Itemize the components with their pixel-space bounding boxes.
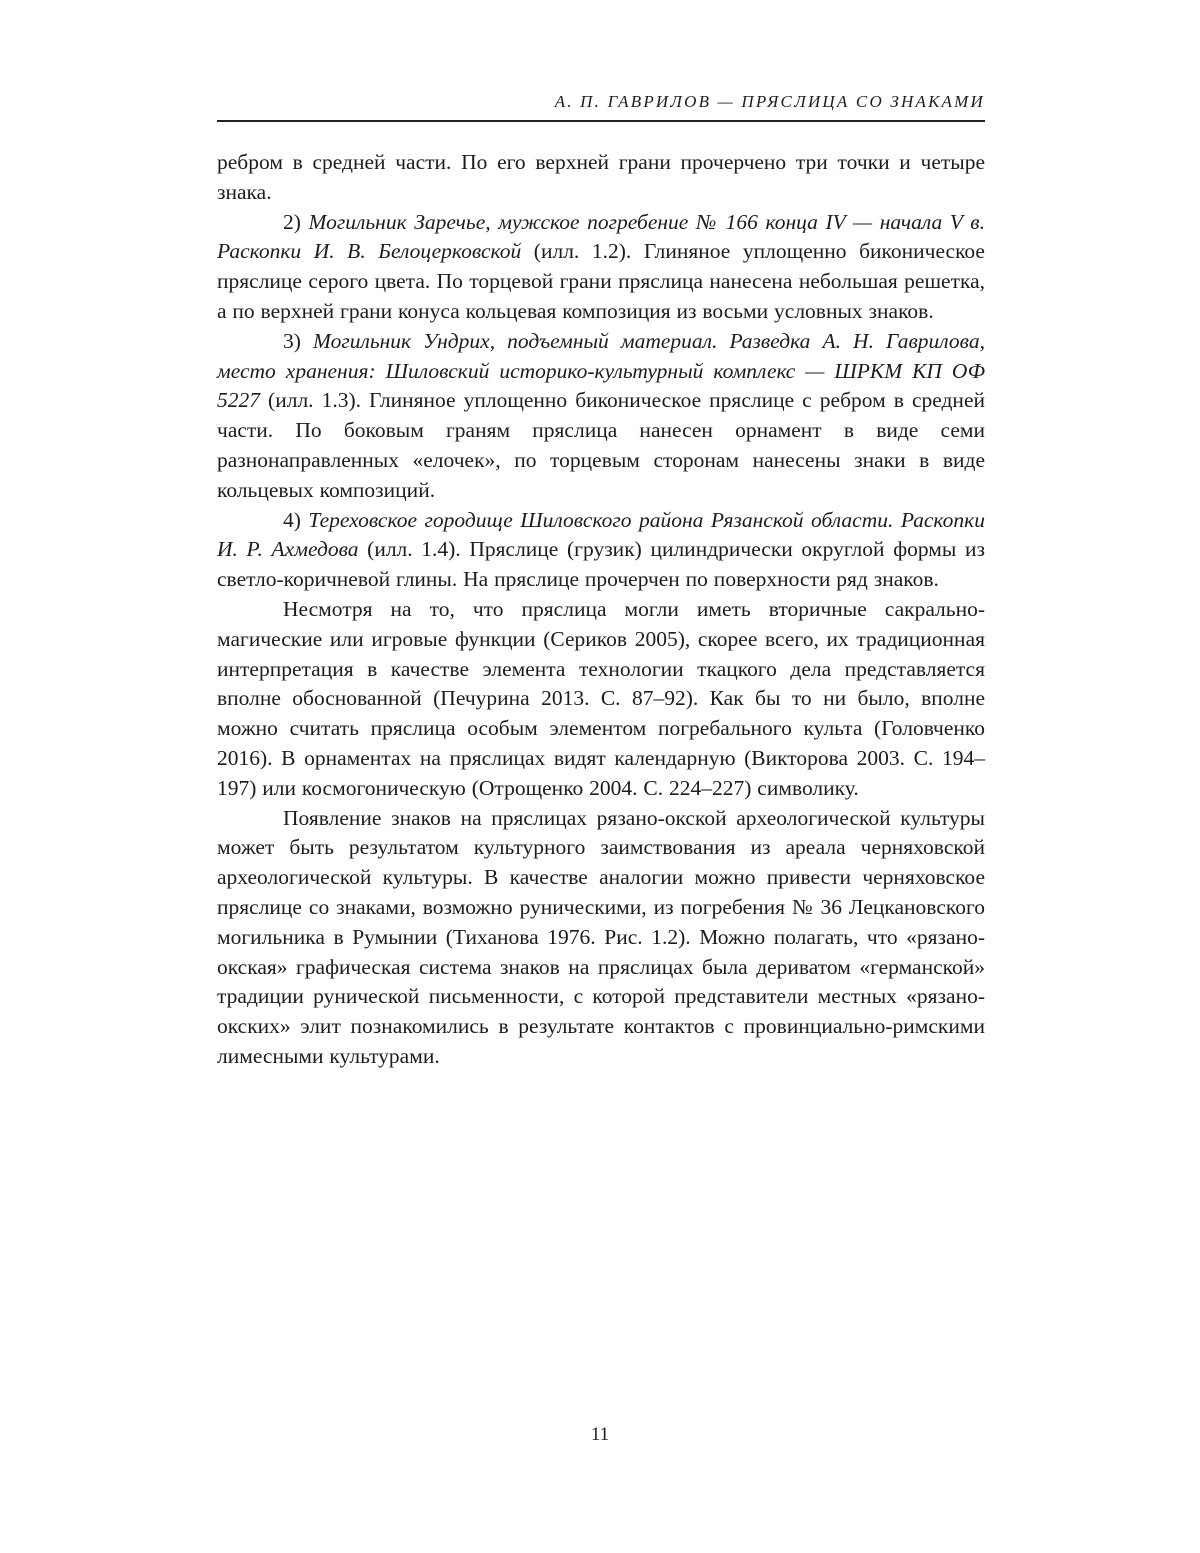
- text-run: 2): [283, 209, 309, 234]
- paragraph: [217, 595, 985, 804]
- text-run: 4): [283, 507, 309, 532]
- running-header: А. П. ГАВРИЛОВ — ПРЯСЛИЦА СО ЗНАКАМИ: [554, 92, 985, 111]
- paragraph: [217, 804, 985, 1072]
- paragraph: [217, 327, 985, 506]
- text-run-italic: Могильник Заречье, мужское погребение № 166 конца IV — начала V в. Раскопки И. В. Белоцерковской: [217, 209, 985, 264]
- text-run: (илл. 1.2). Глиняное уплощенно биконическое пряслице серого цвета. По торцевой грани пряслица нанесена небольшая решетка, а по верхней грани конуса кольцевая композиция из восьми условных знаков.: [217, 239, 985, 323]
- text-run: 3): [283, 328, 313, 353]
- header-rule: [217, 120, 985, 122]
- text-run-italic: Тереховское городище Шиловского района Рязанской области. Раскопки И. Р. Ахмедова: [217, 507, 985, 562]
- text-run: Появление знаков на пряслицах рязано-окской археологической культуры может быть результатом культурного заимствования из ареала черняховской археологической культуры. В качестве аналогии можно привести черняховское пряслице со знаками, возможно руническими, из погребения № 36 Лецкановского могильника в Румынии (Тиханова 1976. Рис. 1.2). Можно полагать, что «рязано-окская» графическая система знаков на пряслицах была дериватом «германской» традиции рунической письменности, с которой представители местных «рязано-окских» элит познакомились в результате контактов с провинциально-римскими лимесными культурами.: [217, 805, 985, 1068]
- text-run: (илл. 1.4). Пряслице (грузик) цилиндрически округлой формы из светло-коричневой глины. На пряслице прочерчен по поверхности ряд знаков.: [217, 537, 985, 592]
- body-text: [217, 148, 985, 1072]
- text-run: (илл. 1.3). Глиняное уплощенно биконическое пряслице с ребром в средней части. По боковым граням пряслица нанесен орнамент в виде семи разнонаправленных «елочек», по торцевым сторонам нанесены знаки в виде кольцевых композиций.: [217, 388, 985, 502]
- text-run: ребром в средней части. По его верхней грани прочерчено три точки и четыре знака.: [217, 150, 985, 204]
- paragraph: [217, 208, 985, 327]
- paragraph: [217, 506, 985, 595]
- page-number: 11: [590, 1424, 610, 1445]
- text-run-italic: Могильник Ундрих, подъемный материал. Разведка А. Н. Гаврилова, место хранения: Шиловский историко-культурный комплекс — ШРКМ КП ОФ 5227: [217, 328, 985, 413]
- text-run: Несмотря на то, что пряслица могли иметь вторичные сакрально-магические или игровые функции (Сериков 2005), скорее всего, их традиционная интерпретация в качестве элемента технологии ткацкого дела представляется вполне обоснованной (Печурина 2013. С. 87–92). Как бы то ни было, вполне можно считать пряслица особым элементом погребального культа (Головченко 2016). В орнаментах на пряслицах видят календарную (Викторова 2003. С. 194–197) или космогоническую (Отрощенко 2004. С. 224–227) символику.: [217, 596, 985, 800]
- paragraph: [217, 148, 985, 208]
